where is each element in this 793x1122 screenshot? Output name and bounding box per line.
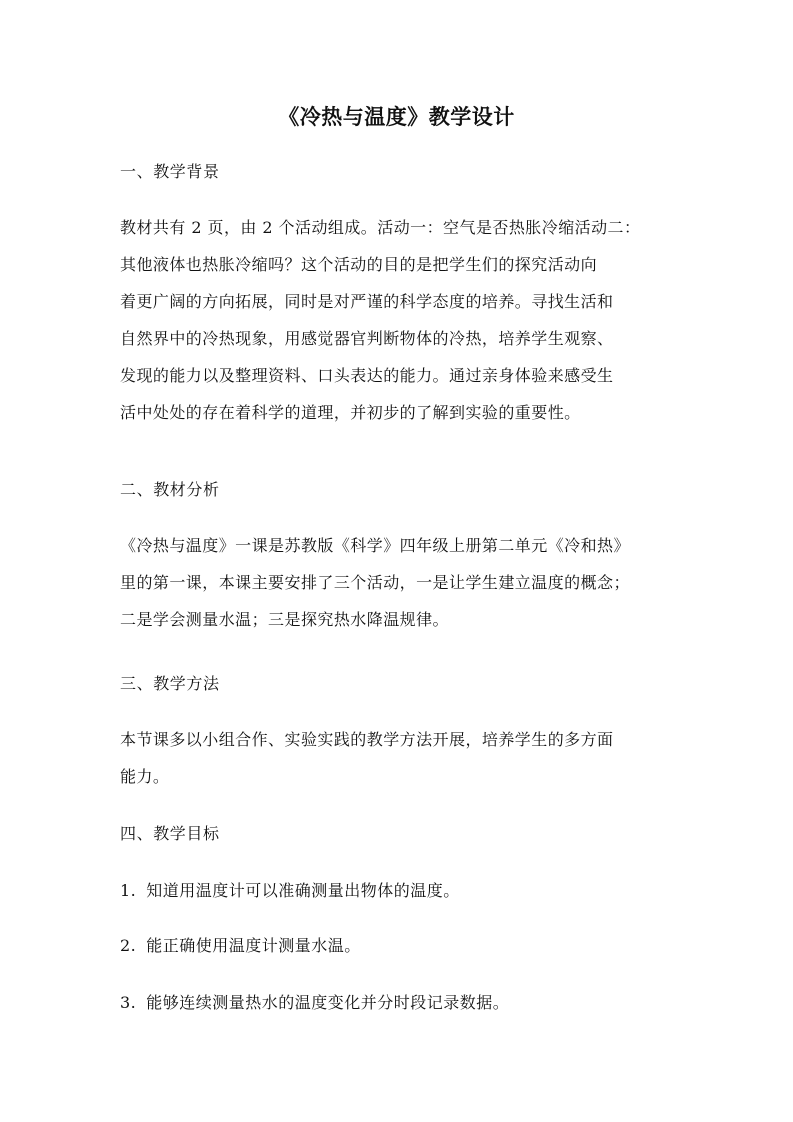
paragraph-line: 自然界中的冷热现象，用感觉器官判断物体的冷热，培养学生观察、 xyxy=(120,329,614,348)
paragraph-line: 发现的能力以及整理资料、口头表达的能力。通过亲身体验来感受生 xyxy=(120,366,614,385)
section-heading-objectives: 四、教学目标 xyxy=(120,824,220,843)
paragraph-line: 本节课多以小组合作、实验实践的教学方法开展，培养学生的多方面 xyxy=(120,730,614,749)
section-heading-methods: 三、教学方法 xyxy=(120,674,220,693)
section-heading-background: 一、教学背景 xyxy=(120,162,220,181)
objective-item xyxy=(120,991,509,1015)
paragraph-line: 能力。 xyxy=(120,767,170,786)
paragraph-line: 活中处处的存在着科学的道理，并初步的了解到实验的重要性。 xyxy=(120,403,581,422)
objective-item xyxy=(120,934,361,958)
section-body-background xyxy=(120,209,680,431)
section-body-methods xyxy=(120,721,680,795)
paragraph-line: 二是学会测量水温；三是探究热水降温规律。 xyxy=(120,610,450,629)
paragraph-line: 《冷热与温度》一课是苏教版《科学》四年级上册第二单元《冷和热》 xyxy=(120,536,630,555)
document-title: 《冷热与温度》教学设计 xyxy=(278,104,515,129)
objective-item xyxy=(120,879,460,903)
paragraph-line: 其他液体也热胀冷缩吗？这个活动的目的是把学生们的探究活动向 xyxy=(120,255,598,274)
section-heading-analysis: 二、教材分析 xyxy=(120,480,220,499)
paragraph-line: 里的第一课，本课主要安排了三个活动，一是让学生建立温度的概念； xyxy=(120,573,630,592)
objective-number: 3. xyxy=(120,993,137,1012)
paragraph-line: 教材共有 2 页，由 2 个活动组成。活动一：空气是否热胀冷缩活动二： xyxy=(120,218,641,237)
objective-number: 2. xyxy=(120,936,137,955)
section-body-analysis xyxy=(120,527,680,638)
objective-text: 知道用温度计可以准确测量出物体的温度。 xyxy=(146,881,460,900)
objective-text: 能够连续测量热水的温度变化并分时段记录数据。 xyxy=(146,993,510,1012)
objective-number: 1. xyxy=(120,881,137,900)
objective-text: 能正确使用温度计测量水温。 xyxy=(146,936,361,955)
paragraph-line: 着更广阔的方向拓展，同时是对严谨的科学态度的培养。寻找生活和 xyxy=(120,292,614,311)
